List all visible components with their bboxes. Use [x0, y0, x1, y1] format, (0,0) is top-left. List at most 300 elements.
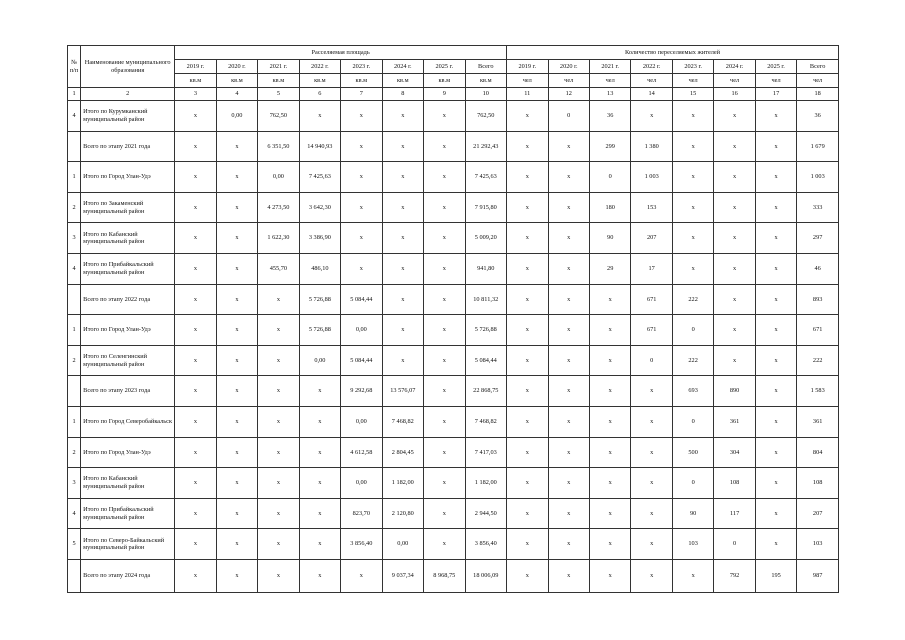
- area-value: х: [175, 406, 216, 437]
- column-number: 6: [299, 88, 340, 101]
- residents-value: х: [672, 131, 713, 162]
- area-value: 4 612,58: [341, 437, 382, 468]
- column-number: 1: [68, 88, 81, 101]
- residents-value: х: [755, 223, 796, 254]
- residents-value: х: [714, 192, 755, 223]
- area-value: х: [258, 345, 299, 376]
- area-value: х: [216, 345, 257, 376]
- table-row: [68, 192, 839, 223]
- table-body: [68, 101, 839, 593]
- row-number: 3: [68, 468, 81, 499]
- area-value: х: [175, 437, 216, 468]
- area-value: 5 084,44: [341, 284, 382, 315]
- residents-value: х: [755, 131, 796, 162]
- residents-value: 103: [672, 529, 713, 560]
- residents-value: х: [548, 131, 589, 162]
- area-value: х: [175, 101, 216, 132]
- residents-value: 1 583: [797, 376, 839, 407]
- area-value: х: [341, 192, 382, 223]
- area-value: х: [258, 284, 299, 315]
- residents-value: 671: [631, 315, 672, 346]
- area-value: х: [175, 192, 216, 223]
- residents-value: 0: [714, 529, 755, 560]
- area-year-header: 2021 г.: [258, 60, 299, 74]
- residents-value: 153: [631, 192, 672, 223]
- area-value: х: [216, 253, 257, 284]
- area-value: х: [258, 559, 299, 592]
- area-unit-header: кв.м: [424, 74, 465, 88]
- area-value: х: [299, 101, 340, 132]
- municipality-name: Всего по этапу 2022 года: [81, 284, 175, 315]
- area-value: х: [175, 131, 216, 162]
- residents-value: 90: [672, 498, 713, 529]
- area-value: 0,00: [341, 468, 382, 499]
- residents-value: 792: [714, 559, 755, 592]
- residents-value: 46: [797, 253, 839, 284]
- column-number: 5: [258, 88, 299, 101]
- residents-value: 893: [797, 284, 839, 315]
- municipality-name: Итого по Город Северобайкальск: [81, 406, 175, 437]
- table-row: [68, 406, 839, 437]
- residents-value: х: [548, 406, 589, 437]
- residents-value: х: [589, 406, 630, 437]
- column-number: 9: [424, 88, 465, 101]
- residents-value: 117: [714, 498, 755, 529]
- area-value: 7 468,82: [382, 406, 423, 437]
- table-row: [68, 315, 839, 346]
- area-value: 9 037,34: [382, 559, 423, 592]
- residents-year-header: 2025 г.: [755, 60, 796, 74]
- residents-value: х: [631, 498, 672, 529]
- residents-unit-header: чел: [714, 74, 755, 88]
- row-number: [68, 559, 81, 592]
- row-number: 5: [68, 529, 81, 560]
- area-value: 0,00: [341, 315, 382, 346]
- area-value: 7 915,80: [465, 192, 507, 223]
- residents-value: х: [548, 162, 589, 193]
- table-row: [68, 162, 839, 193]
- column-number: 17: [755, 88, 796, 101]
- municipality-name: Итого по Кабанский муниципальный район: [81, 223, 175, 254]
- residents-value: 222: [672, 345, 713, 376]
- residents-value: х: [589, 498, 630, 529]
- table-row: [68, 253, 839, 284]
- residents-value: х: [548, 345, 589, 376]
- column-number: 13: [589, 88, 630, 101]
- residents-value: х: [589, 468, 630, 499]
- residents-value: х: [714, 253, 755, 284]
- area-value: х: [299, 437, 340, 468]
- area-value: х: [258, 468, 299, 499]
- residents-value: 1 003: [631, 162, 672, 193]
- row-number: 4: [68, 253, 81, 284]
- table-row: [68, 223, 839, 254]
- column-number: 16: [714, 88, 755, 101]
- residents-value: х: [755, 315, 796, 346]
- area-value: 823,70: [341, 498, 382, 529]
- residents-value: х: [672, 101, 713, 132]
- residents-value: х: [631, 406, 672, 437]
- area-value: 455,70: [258, 253, 299, 284]
- municipality-name: Итого по Курумканский муниципальный район: [81, 101, 175, 132]
- residents-value: х: [714, 162, 755, 193]
- area-year-header: 2024 г.: [382, 60, 423, 74]
- residents-value: 671: [631, 284, 672, 315]
- residents-value: 333: [797, 192, 839, 223]
- area-value: х: [299, 559, 340, 592]
- residents-year-header: 2019 г.: [507, 60, 548, 74]
- residents-value: х: [507, 162, 548, 193]
- area-value: 941,80: [465, 253, 507, 284]
- residents-value: х: [507, 559, 548, 592]
- residents-value: х: [672, 192, 713, 223]
- column-number: 11: [507, 88, 548, 101]
- residents-value: 17: [631, 253, 672, 284]
- area-value: х: [424, 162, 465, 193]
- area-year-header: 2020 г.: [216, 60, 257, 74]
- area-value: х: [299, 376, 340, 407]
- residents-value: х: [548, 253, 589, 284]
- area-value: х: [341, 162, 382, 193]
- area-value: х: [175, 162, 216, 193]
- area-unit-header: кв.м: [341, 74, 382, 88]
- area-value: х: [299, 468, 340, 499]
- area-value: х: [175, 253, 216, 284]
- area-value: х: [424, 437, 465, 468]
- area-value: х: [382, 101, 423, 132]
- residents-value: х: [507, 376, 548, 407]
- municipality-name: Итого по Прибайкальский муниципальный район: [81, 498, 175, 529]
- area-unit-header: кв.м: [382, 74, 423, 88]
- residents-value: х: [589, 437, 630, 468]
- row-number: 4: [68, 101, 81, 132]
- municipality-name: Итого по Закаменский муниципальный район: [81, 192, 175, 223]
- area-value: х: [216, 498, 257, 529]
- area-unit-header: кв.м: [258, 74, 299, 88]
- table-row: [68, 437, 839, 468]
- residents-value: х: [714, 345, 755, 376]
- residents-value: х: [631, 437, 672, 468]
- area-value: х: [216, 223, 257, 254]
- area-unit-header: кв.м: [465, 74, 507, 88]
- residents-value: 361: [797, 406, 839, 437]
- column-number: 15: [672, 88, 713, 101]
- area-value: х: [424, 192, 465, 223]
- area-unit-header: кв.м: [175, 74, 216, 88]
- residents-value: х: [755, 253, 796, 284]
- residents-value: х: [755, 468, 796, 499]
- resettlement-table: [67, 45, 839, 593]
- residents-value: х: [672, 253, 713, 284]
- area-value: х: [341, 559, 382, 592]
- area-value: х: [175, 284, 216, 315]
- area-value: х: [382, 345, 423, 376]
- row-number: 2: [68, 437, 81, 468]
- column-number: 18: [797, 88, 839, 101]
- residents-value: х: [589, 559, 630, 592]
- area-value: х: [175, 345, 216, 376]
- residents-value: х: [589, 376, 630, 407]
- row-number: 3: [68, 223, 81, 254]
- residents-year-header: Всего: [797, 60, 839, 74]
- residents-value: 90: [589, 223, 630, 254]
- residents-value: 804: [797, 437, 839, 468]
- area-value: 1 622,30: [258, 223, 299, 254]
- residents-value: х: [631, 529, 672, 560]
- area-value: 6 351,50: [258, 131, 299, 162]
- residents-value: 207: [631, 223, 672, 254]
- area-year-header: 2022 г.: [299, 60, 340, 74]
- residents-value: х: [548, 529, 589, 560]
- header-row-units: [68, 74, 839, 88]
- area-value: х: [382, 253, 423, 284]
- area-value: 7 425,63: [465, 162, 507, 193]
- area-value: х: [175, 376, 216, 407]
- area-value: х: [258, 437, 299, 468]
- residents-unit-header: чел: [548, 74, 589, 88]
- area-value: 762,50: [465, 101, 507, 132]
- residents-value: 1 003: [797, 162, 839, 193]
- area-value: 7 468,82: [465, 406, 507, 437]
- residents-value: х: [548, 498, 589, 529]
- residents-value: х: [714, 315, 755, 346]
- area-value: х: [258, 529, 299, 560]
- area-value: 22 868,75: [465, 376, 507, 407]
- residents-value: х: [507, 529, 548, 560]
- area-value: 4 273,50: [258, 192, 299, 223]
- column-number: 8: [382, 88, 423, 101]
- area-value: х: [175, 223, 216, 254]
- area-value: 5 726,88: [299, 284, 340, 315]
- municipality-name: Всего по этапу 2024 года: [81, 559, 175, 592]
- area-value: 0,00: [341, 406, 382, 437]
- area-value: х: [424, 101, 465, 132]
- residents-value: 671: [797, 315, 839, 346]
- column-number: 10: [465, 88, 507, 101]
- area-value: 3 642,30: [299, 192, 340, 223]
- area-value: х: [424, 529, 465, 560]
- residents-value: х: [548, 437, 589, 468]
- residents-value: х: [507, 468, 548, 499]
- col-header-num: № п/п: [68, 46, 81, 88]
- residents-value: 890: [714, 376, 755, 407]
- area-value: х: [216, 192, 257, 223]
- area-value: 5 726,88: [465, 315, 507, 346]
- area-value: 0,00: [216, 101, 257, 132]
- table-row: [68, 498, 839, 529]
- residents-value: 29: [589, 253, 630, 284]
- row-number: 2: [68, 345, 81, 376]
- residents-value: 222: [797, 345, 839, 376]
- area-value: х: [382, 131, 423, 162]
- municipality-name: Итого по Город Улан-Удэ: [81, 315, 175, 346]
- residents-value: 207: [797, 498, 839, 529]
- area-value: х: [258, 315, 299, 346]
- residents-value: х: [755, 101, 796, 132]
- header-row-groups: [68, 46, 839, 60]
- municipality-name: Итого по Город Улан-Удэ: [81, 162, 175, 193]
- area-value: х: [216, 315, 257, 346]
- residents-value: 1 679: [797, 131, 839, 162]
- table-row: [68, 345, 839, 376]
- area-year-header: 2025 г.: [424, 60, 465, 74]
- residents-value: 0: [631, 345, 672, 376]
- residents-value: х: [631, 468, 672, 499]
- residents-value: 299: [589, 131, 630, 162]
- residents-unit-header: чел: [755, 74, 796, 88]
- residents-value: х: [548, 559, 589, 592]
- header-row-years: [68, 60, 839, 74]
- residents-value: х: [507, 253, 548, 284]
- area-year-header: Всего: [465, 60, 507, 74]
- area-value: х: [258, 376, 299, 407]
- area-value: 14 940,93: [299, 131, 340, 162]
- area-value: 3 856,40: [465, 529, 507, 560]
- area-value: х: [216, 468, 257, 499]
- area-value: х: [382, 162, 423, 193]
- area-value: 486,10: [299, 253, 340, 284]
- area-value: х: [341, 101, 382, 132]
- residents-unit-header: чел: [631, 74, 672, 88]
- area-value: 2 120,80: [382, 498, 423, 529]
- col-header-name: Наименование муниципального образования: [81, 46, 175, 88]
- residents-value: х: [507, 192, 548, 223]
- area-value: х: [341, 253, 382, 284]
- residents-value: х: [589, 529, 630, 560]
- area-value: х: [424, 498, 465, 529]
- residents-value: 1 380: [631, 131, 672, 162]
- residents-value: х: [589, 315, 630, 346]
- residents-value: х: [672, 559, 713, 592]
- residents-unit-header: чел: [589, 74, 630, 88]
- area-value: х: [216, 131, 257, 162]
- residents-value: х: [755, 406, 796, 437]
- column-number: 2: [81, 88, 175, 101]
- area-value: х: [216, 559, 257, 592]
- residents-value: х: [507, 223, 548, 254]
- table-row: [68, 559, 839, 592]
- residents-value: х: [755, 498, 796, 529]
- residents-value: 108: [797, 468, 839, 499]
- area-value: 5 084,44: [341, 345, 382, 376]
- residents-value: х: [548, 223, 589, 254]
- area-value: 2 944,50: [465, 498, 507, 529]
- area-value: х: [216, 376, 257, 407]
- area-value: х: [175, 498, 216, 529]
- municipality-name: Итого по Прибайкальский муниципальный район: [81, 253, 175, 284]
- area-value: 13 576,07: [382, 376, 423, 407]
- table-row: [68, 131, 839, 162]
- residents-value: х: [755, 162, 796, 193]
- residents-value: х: [548, 284, 589, 315]
- area-value: 1 182,00: [382, 468, 423, 499]
- row-number: [68, 284, 81, 315]
- residents-value: х: [507, 315, 548, 346]
- residents-value: х: [672, 162, 713, 193]
- residents-value: 987: [797, 559, 839, 592]
- residents-value: 103: [797, 529, 839, 560]
- area-value: 3 386,90: [299, 223, 340, 254]
- area-value: х: [216, 406, 257, 437]
- area-value: х: [424, 253, 465, 284]
- residents-value: х: [548, 192, 589, 223]
- residents-year-header: 2021 г.: [589, 60, 630, 74]
- residents-value: х: [755, 376, 796, 407]
- area-value: х: [216, 284, 257, 315]
- residents-value: х: [755, 192, 796, 223]
- residents-value: х: [548, 315, 589, 346]
- row-number: 2: [68, 192, 81, 223]
- residents-value: 693: [672, 376, 713, 407]
- municipality-name: Всего по этапу 2023 года: [81, 376, 175, 407]
- table-row: [68, 529, 839, 560]
- residents-group-header: Количество переселяемых жителей: [507, 46, 839, 60]
- residents-value: х: [755, 437, 796, 468]
- area-value: 5 009,20: [465, 223, 507, 254]
- residents-value: х: [714, 101, 755, 132]
- table-row: [68, 101, 839, 132]
- residents-year-header: 2024 г.: [714, 60, 755, 74]
- area-value: х: [216, 162, 257, 193]
- area-value: 0,00: [299, 345, 340, 376]
- table-row: [68, 468, 839, 499]
- area-value: х: [341, 223, 382, 254]
- area-value: 5 084,44: [465, 345, 507, 376]
- column-number: 4: [216, 88, 257, 101]
- residents-unit-header: чел: [672, 74, 713, 88]
- area-unit-header: кв.м: [299, 74, 340, 88]
- area-value: х: [299, 529, 340, 560]
- municipality-name: Всего по этапу 2021 года: [81, 131, 175, 162]
- residents-year-header: 2023 г.: [672, 60, 713, 74]
- area-value: х: [299, 498, 340, 529]
- residents-value: х: [631, 559, 672, 592]
- residents-value: х: [755, 529, 796, 560]
- area-value: х: [382, 223, 423, 254]
- residents-value: х: [507, 406, 548, 437]
- municipality-name: Итого по Город Улан-Удэ: [81, 437, 175, 468]
- area-year-header: 2019 г.: [175, 60, 216, 74]
- residents-value: 222: [672, 284, 713, 315]
- row-number: [68, 376, 81, 407]
- area-value: х: [424, 468, 465, 499]
- residents-value: х: [589, 345, 630, 376]
- area-value: 8 968,75: [424, 559, 465, 592]
- area-value: 0,00: [382, 529, 423, 560]
- residents-value: х: [714, 284, 755, 315]
- residents-unit-header: чел: [507, 74, 548, 88]
- area-value: 7 425,63: [299, 162, 340, 193]
- header-row-column-numbers: [68, 88, 839, 101]
- residents-value: 500: [672, 437, 713, 468]
- area-value: 0,00: [258, 162, 299, 193]
- residents-value: х: [548, 376, 589, 407]
- residents-value: х: [631, 376, 672, 407]
- area-value: х: [424, 376, 465, 407]
- row-number: [68, 131, 81, 162]
- area-value: х: [424, 131, 465, 162]
- area-value: х: [424, 345, 465, 376]
- residents-value: х: [548, 468, 589, 499]
- area-year-header: 2023 г.: [341, 60, 382, 74]
- area-value: х: [175, 559, 216, 592]
- residents-value: х: [507, 345, 548, 376]
- residents-year-header: 2020 г.: [548, 60, 589, 74]
- residents-unit-header: чел: [797, 74, 839, 88]
- area-value: х: [424, 315, 465, 346]
- residents-value: х: [507, 498, 548, 529]
- row-number: 1: [68, 162, 81, 193]
